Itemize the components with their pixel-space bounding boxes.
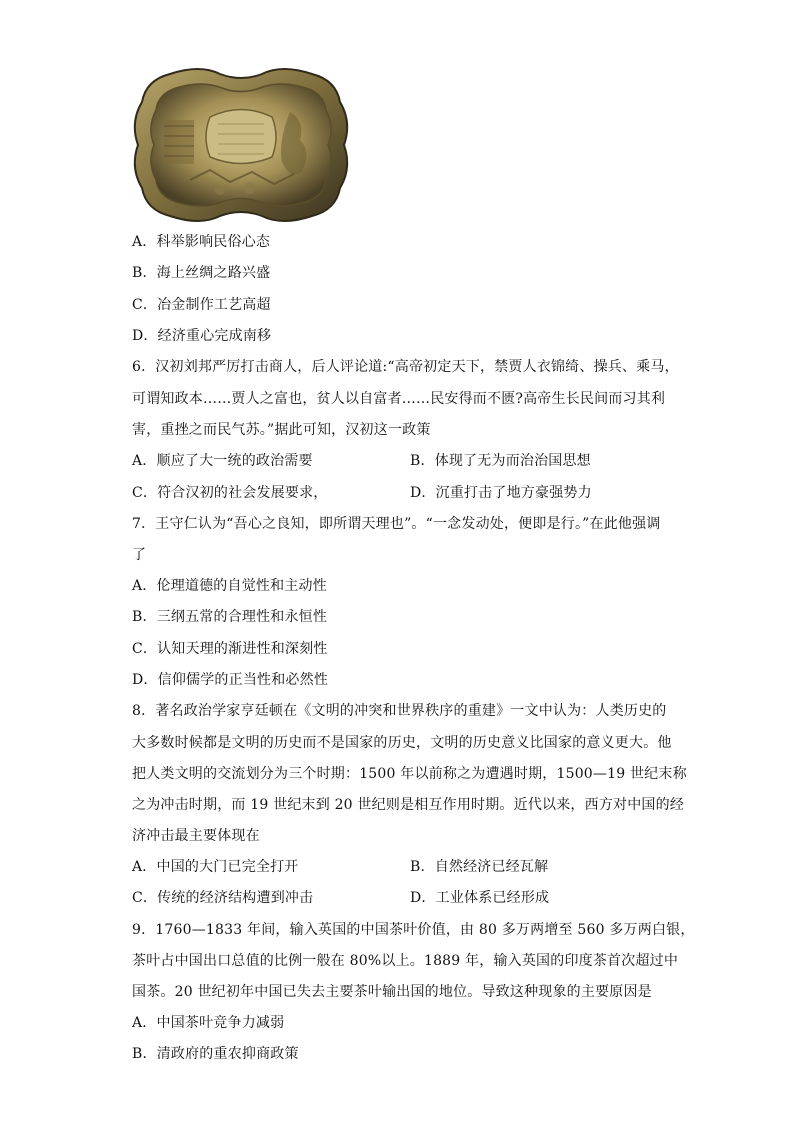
q6-option-d: D．沉重打击了地方豪强势力	[410, 485, 592, 501]
q9-stem-line: 9．1760—1833 年间，输入英国的中国茶叶价值，由 80 多万两增至 560 多万两白银，	[132, 922, 695, 938]
q6-stem-line: 可谓知政本……贾人之富也，贫人以自富者……民安得而不匮?高帝生长民间而习其利	[132, 391, 666, 407]
q7-option-a: A．伦理道德的自觉性和主动性	[132, 578, 327, 594]
q5-option-b: B．海上丝绸之路兴盛	[132, 265, 271, 281]
q6-stem-line: 害，重挫之而民气苏。”据此可知，汉初这一政策	[132, 422, 431, 438]
q5-option-c: C．冶金制作工艺高超	[132, 297, 271, 313]
q8-stem-line: 之为冲击时期，而 19 世纪末到 20 世纪则是相互作用时期。近代以来，西方对中国的经	[132, 797, 685, 813]
q7-option-c: C．认知天理的渐进性和深刻性	[132, 641, 328, 657]
q8-stem-line: 把人类文明的交流划分为三个时期：1500 年以前称之为遭遇时期，1500—19 世纪末称	[132, 766, 687, 782]
q5-option-d: D．经济重心完成南移	[132, 328, 272, 344]
q8-stem-line: 济冲击最主要体现在	[132, 828, 260, 844]
q6-option-a: A．顺应了大一统的政治需要	[132, 453, 313, 469]
q6-option-c: C．符合汉初的社会发展要求，	[132, 485, 328, 501]
q8-option-d: D．工业体系已经形成	[410, 890, 550, 906]
q5-option-a: A．科举影响民俗心态	[132, 234, 271, 250]
q8-option-c: C．传统的经济结构遭到冲击	[132, 890, 314, 906]
q8-option-b: B．自然经济已经瓦解	[410, 859, 549, 875]
bronze-mirror-image	[130, 62, 352, 228]
q9-stem-line: 茶叶占中国出口总值的比例一般在 80%以上。1889 年，输入英国的印度茶首次超过中	[132, 953, 679, 969]
q7-option-b: B．三纲五常的合理性和永恒性	[132, 609, 328, 625]
q6-stem-line: 6．汉初刘邦严厉打击商人，后人评论道:“高帝初定天下，禁贾人衣锦绮、操兵、乘马，	[132, 359, 679, 375]
q8-option-a: A．中国的大门已完全打开	[132, 859, 299, 875]
q9-stem-line: 国茶。20 世纪初年中国已失去主要茶叶输出国的地位。导致这种现象的主要原因是	[132, 984, 652, 1000]
q9-option-a: A．中国茶叶竞争力减弱	[132, 1015, 285, 1031]
q6-option-b: B．体现了无为而治治国思想	[410, 453, 591, 469]
q7-stem-line: 7．王守仁认为“吾心之良知，即所谓天理也”。“一念发动处，便即是行。”在此他强调	[132, 516, 661, 532]
q8-stem-line: 8．著名政治学家亨廷顿在《文明的冲突和世界秩序的重建》一文中认为：人类历史的	[132, 703, 667, 719]
q7-option-d: D．信仰儒学的正当性和必然性	[132, 672, 329, 688]
q7-stem-line: 了	[132, 547, 147, 563]
q8-stem-line: 大多数时候都是文明的历史而不是国家的历史，文明的历史意义比国家的意义更大。他	[132, 735, 672, 751]
q9-option-b: B．清政府的重农抑商政策	[132, 1046, 299, 1062]
